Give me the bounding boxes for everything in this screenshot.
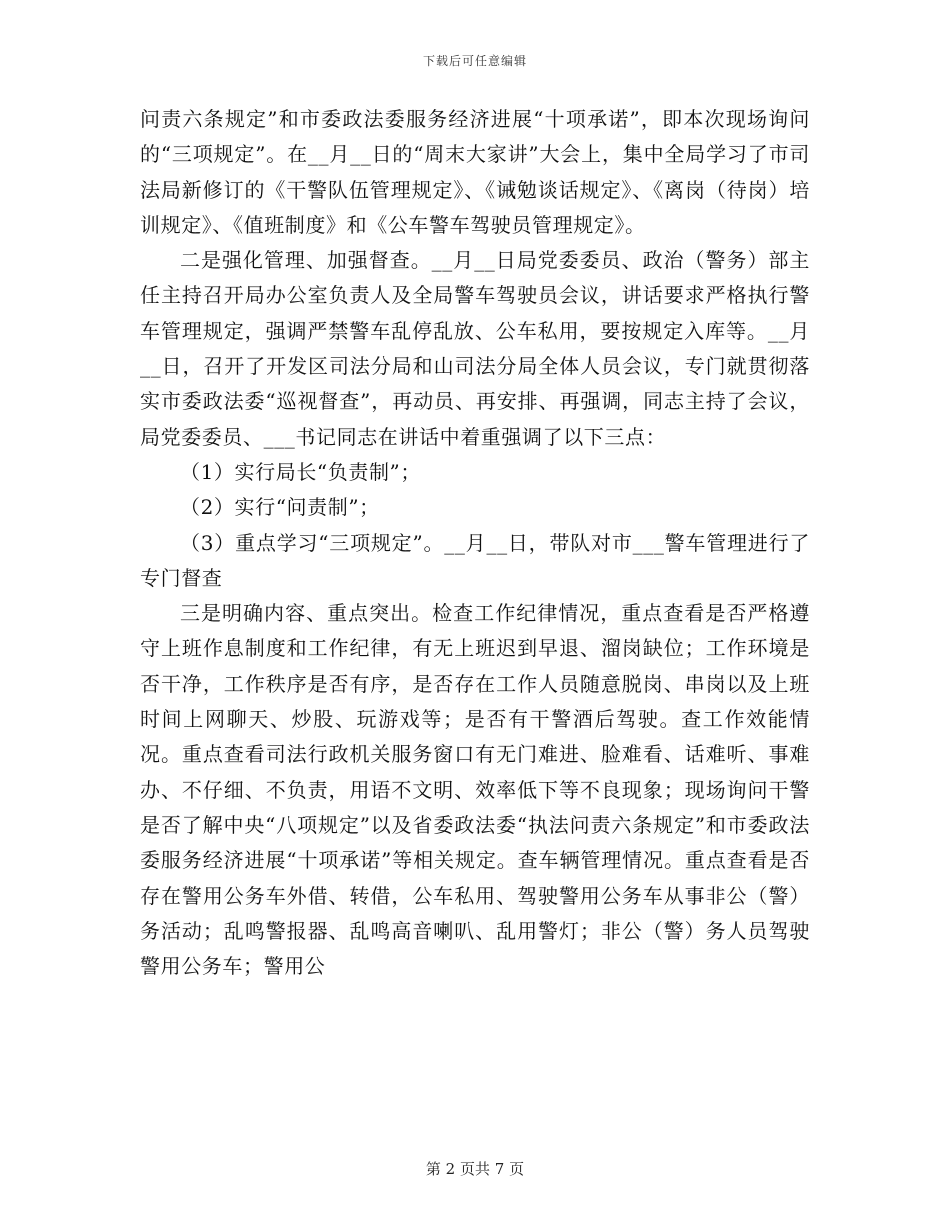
page-number: 第 2 页共 7 页 — [425, 1160, 525, 1178]
list-item-point-3: （3）重点学习“三项规定”。__月__日，带队对市___警车管理进行了专门督查 — [140, 530, 810, 590]
list-item-point-2: （2）实行“问责制”； — [180, 495, 380, 520]
paragraph-management: 二是强化管理、加强督查。__月__日局党委委员、政治（警务）部主任主持召开局办公室负责人及全局警车驾驶员会议，讲话要求严格执行警车管理规定，强调严禁警车乱停乱放、公车私用，要按规定入库等。__月__日，召开了开发区司法分局和山司法分局全体人员会议，专门就贯彻落实市委政法委“巡视督查”，再动员、再安排、再强调，同志主持了会议，局党委委员、___书记同志在讲话中着重强调了以下三点： — [140, 248, 810, 449]
paragraph-continuation: 问责六条规定”和市委政法委服务经济进展“十项承诺”，即本次现场询问的“三项规定”。在__月__日的“周末大家讲”大会上，集中全局学习了市司法局新修订的《干警队伍管理规定》、《诫勉谈话规定》、《离岗（待岗）培训规定》、《值班制度》和《公车警车驾驶员管理规定》。 — [140, 107, 810, 237]
page-header-note: 下载后可任意编辑 — [422, 54, 527, 68]
list-item-point-1: （1）实行局长“负责制”； — [180, 459, 421, 484]
document-body — [140, 102, 810, 984]
paragraph-inspection-content: 三是明确内容、重点突出。检查工作纪律情况，重点查看是否严格遵守上班作息制度和工作纪律，有无上班迟到早退、溜岗缺位；工作环境是否干净，工作秩序是否有序，是否存在工作人员随意脱岗、串岗以及上班时间上网聊天、炒股、玩游戏等；是否有干警酒后驾驶。查工作效能情况。重点查看司法行政机关服务窗口有无门难进、脸难看、话难听、事难办、不仔细、不负责，用语不文明、效率低下等不良现象；现场询问干警是否了解中央“八项规定”以及省委政法委“执法问责六条规定”和市委政法委服务经济进展“十项承诺”等相关规定。查车辆管理情况。重点查看是否存在警用公务车外借、转借，公车私用、驾驶警用公务车从事非公（警）务活动；乱鸣警报器、乱鸣高音喇叭、乱用警灯；非公（警）务人员驾驶警用公务车；警用公 — [140, 601, 810, 979]
